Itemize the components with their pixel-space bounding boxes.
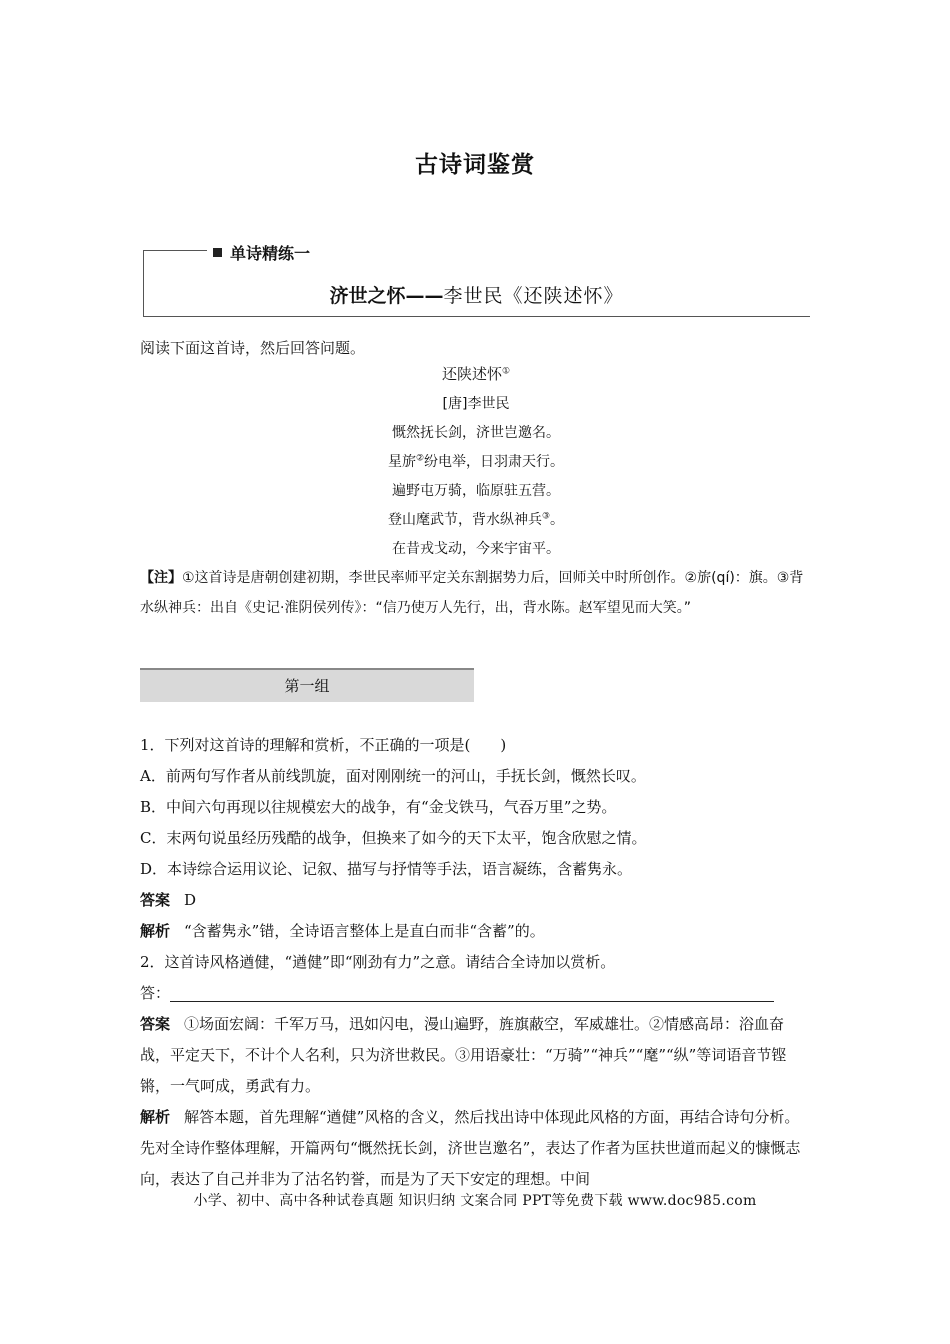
question-1: 1．下列对这首诗的理解和赏析，不正确的一项是( ) [140, 736, 507, 754]
note-text: ①这首诗是唐朝创建初期，李世民率师平定关东割据势力后，回师关中时所创作。②旂(qí)：旗。③背水纵神兵：出自《史记·淮阴侯列传》：“信乃使万人先行，出，背水陈。赵军望见而大笑。” [140, 570, 804, 616]
option-d: D．本诗综合运用议论、记叙、描写与抒情等手法，语言凝练，含蓄隽永。 [140, 860, 633, 878]
poem-notes [140, 563, 812, 623]
section-label-text: 单诗精练一 [230, 244, 311, 263]
analysis-text: 解答本题，首先理解“遒健”风格的含义，然后找出诗中体现此风格的方面，再结合诗句分析。先对全诗作整体理解，开篇两句“慨然抚长剑，济世岂邀名”，表达了作者为匡扶世道而起义的慷慨志向，表达了自己并非为了沽名钓誉，而是为了天下安定的理想。中间 [140, 1108, 801, 1188]
square-bullet-icon [213, 248, 222, 257]
page-title: 古诗词鉴赏 [415, 152, 535, 178]
poem-line-text: 遍野屯万骑，临原驻五营。 [392, 483, 560, 499]
answer-prompt-label: 答： [140, 984, 171, 1002]
poem-line [140, 535, 812, 564]
poem-line [140, 419, 812, 448]
question-2: 2．这首诗风格遒健，“遒健”即“刚劲有力”之意。请结合全诗加以赏析。 [140, 953, 616, 971]
poem [140, 360, 812, 564]
poem-author: [唐]李世民 [442, 396, 510, 412]
group-header: 第一组 [140, 668, 474, 702]
option-c: C．末两句说虽经历残酷的战争，但换来了如今的天下太平，饱含欣慰之情。 [140, 829, 647, 847]
footnote-marker: ① [501, 366, 511, 377]
analysis-text: “含蓄隽永”错，全诗语言整体上是直白而非“含蓄”的。 [184, 922, 545, 940]
section-label [209, 241, 314, 264]
option-a: A．前两句写作者从前线凯旋，面对刚刚统一的河山，手抚长剑，慨然长叹。 [140, 767, 646, 785]
poem-line-text: 慨然抚长剑，济世岂邀名。 [392, 425, 560, 441]
analysis-1 [140, 916, 812, 947]
divider [143, 250, 207, 251]
answer-blank-line [170, 983, 774, 1002]
footnote-marker: ③ [541, 511, 551, 522]
poem-line-text: 登山麾武节，背水纵神兵 [387, 512, 542, 528]
poem-line [140, 477, 812, 506]
divider [143, 316, 810, 317]
answer-text: ①场面宏阔：千军万马，迅如闪电，漫山遍野，旌旗蔽空，军威雄壮。②情感高昂：浴血奋战，平定天下，不计个人名利，只为济世救民。③用语豪壮：“万骑”“神兵”“麾”“纵”等词语音节铿锵，一气呵成，勇武有力。 [140, 1015, 787, 1095]
answer-2 [140, 1009, 812, 1102]
poem-title [140, 360, 812, 390]
poem-line-text: 。 [550, 512, 565, 528]
poem-line [140, 506, 812, 535]
section-header-box [143, 244, 810, 317]
option-b: B．中间六句再现以往规模宏大的战争，有“金戈铁马，气吞万里”之势。 [140, 798, 617, 816]
poem-line-text: 纷电举，日羽肃天行。 [424, 454, 565, 470]
page-footer: 小学、初中、高中各种试卷真题 知识归纳 文案合同 PPT等免费下载 www.doc985.com [193, 1193, 757, 1209]
poem-line-text: 星旂 [387, 454, 416, 470]
poem-line [140, 448, 812, 477]
poem-line-text: 在昔戎戈动，今来宇宙平。 [392, 541, 560, 557]
section-heading-main: 济世之怀—— [329, 285, 444, 307]
questions [140, 730, 812, 1195]
analysis-2 [140, 1102, 812, 1195]
intro-text: 阅读下面这首诗，然后回答问题。 [140, 339, 366, 357]
answer-label: 答案 [140, 1015, 171, 1033]
analysis-label: 解析 [140, 922, 171, 940]
answer-label: 答案 [140, 891, 171, 909]
note-label: 【注】 [140, 570, 182, 586]
section-heading [143, 281, 810, 308]
section-heading-sub: 李世民《还陕述怀》 [443, 285, 624, 307]
footnote-marker: ② [415, 453, 425, 464]
analysis-label: 解析 [140, 1108, 171, 1126]
answer-prompt [140, 978, 812, 1009]
answer-value: D [184, 891, 197, 909]
answer-1 [140, 885, 812, 916]
poem-title-text: 还陕述怀 [441, 365, 502, 383]
